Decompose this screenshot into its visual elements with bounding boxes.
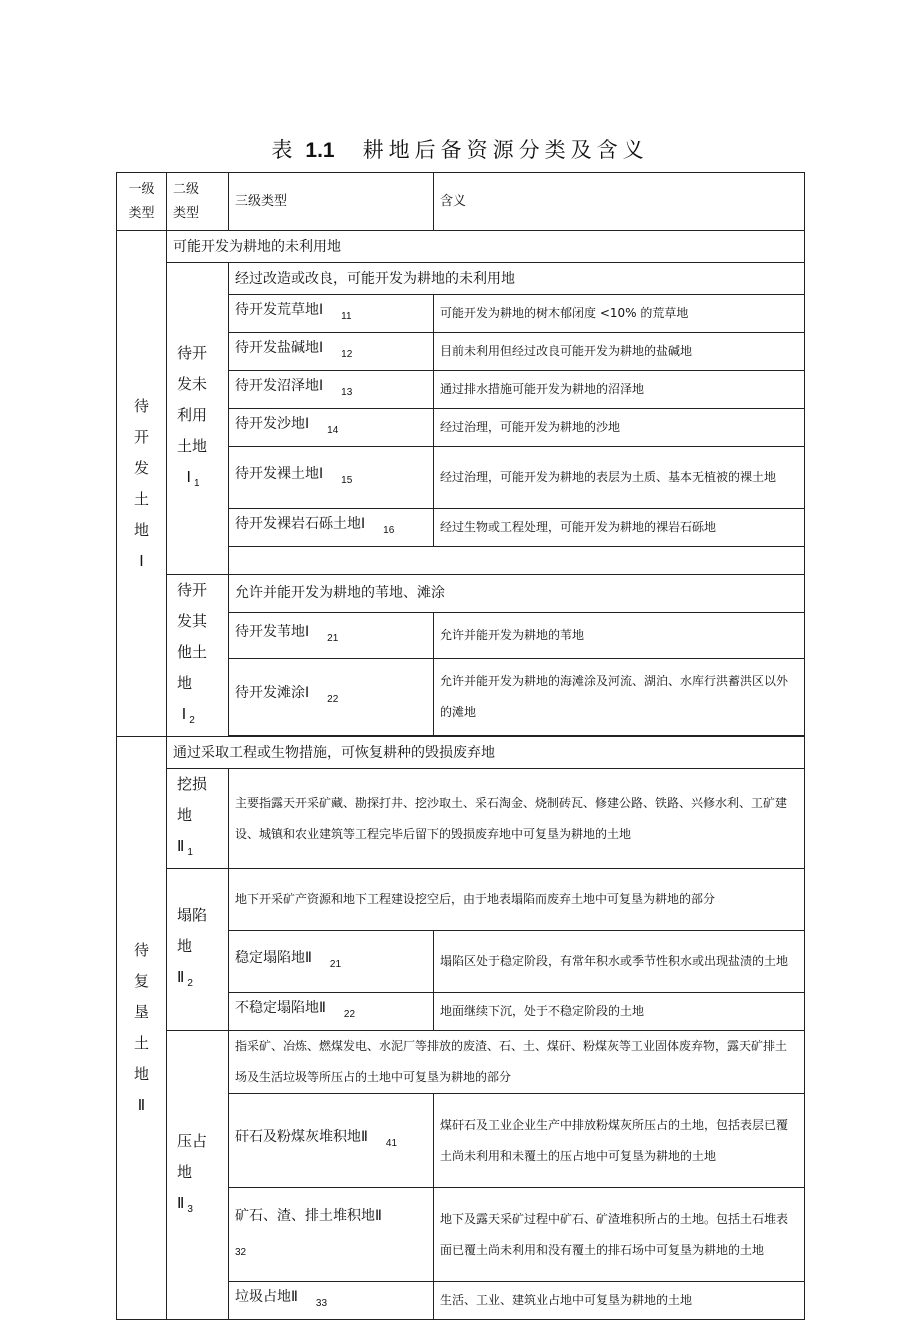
level1-cell-I: 待开发土地 Ⅰ — [117, 231, 167, 737]
level1-I-desc: 可能开发为耕地的未利用地 — [167, 231, 805, 263]
I2-desc: 允许并能开发为耕地的苇地、滩涂 — [229, 575, 805, 613]
type-meaning: 生活、工业、建筑业占地中可复垦为耕地的土地 — [434, 1282, 805, 1320]
title-number: 1.1 — [305, 139, 335, 162]
II2-desc: 地下开采矿产资源和地下工程建设挖空后，由于地表塌陷而废弃土地中可复垦为耕地的部分 — [229, 869, 805, 931]
type-name: 待开发苇地Ⅰ $_{21}$ — [229, 612, 434, 658]
type-meaning: 地下及露天采矿过程中矿石、矿渣堆积所占的土地。包括土石堆表面已覆土尚未利用和没有覆土的排石场中可复垦为耕地的土地 — [434, 1188, 805, 1282]
table-row — [117, 231, 805, 263]
II3-desc: 指采矿、冶炼、燃煤发电、水泥厂等排放的废渣、石、土、煤矸、粉煤灰等工业固体废弃物，露天矿排土场及生活垃圾等所压占的土地中可复垦为耕地的部分 — [229, 1031, 805, 1094]
type-meaning: 允许并能开发为耕地的苇地 — [434, 612, 805, 658]
II1-desc: 主要指露天开采矿藏、勘探打井、挖沙取土、采石淘金、烧制砖瓦、修建公路、铁路、兴修水利、工矿建设、城镇和农业建筑等工程完毕后留下的毁损废弃地中可复垦为耕地的土地 — [229, 769, 805, 869]
header-level3: 三级类型 — [229, 173, 434, 231]
type-name: 待开发裸岩石砾土地Ⅰ $_{16}$ — [229, 509, 434, 547]
level2-cell-II3: 压占地Ⅱ $_3$ — [167, 1031, 229, 1320]
type-name: 待开发滩涂Ⅰ $_{22}$ — [229, 659, 434, 736]
type-name: 稳定塌陷地Ⅱ $_{21}$ — [229, 931, 434, 993]
table-title — [0, 134, 920, 164]
classification-table — [116, 172, 805, 1320]
header-level2: 二级类型 — [167, 173, 229, 231]
header-row — [117, 173, 805, 231]
table-row — [117, 575, 805, 613]
type-name: 待开发荒草地Ⅰ $_{11}$ — [229, 295, 434, 333]
level2-cell-I1: 待开发未利用土地 Ⅰ $_1$ — [167, 263, 229, 575]
type-meaning: 地面继续下沉，处于不稳定阶段的土地 — [434, 993, 805, 1031]
type-meaning: 煤矸石及工业企业生产中排放粉煤灰所压占的土地，包括表层已覆土尚未利用和未覆土的压占地中可复垦为耕地的土地 — [434, 1094, 805, 1188]
type-name: 矸石及粉煤灰堆积地Ⅱ $_{41}$ — [229, 1094, 434, 1188]
header-level1: 一级类型 — [117, 173, 167, 231]
type-meaning: 允许并能开发为耕地的海滩涂及河流、湖泊、水库行洪蓄洪区以外的滩地 — [434, 659, 805, 736]
header-meaning: 含义 — [434, 173, 805, 231]
type-name: 不稳定塌陷地Ⅱ $_{22}$ — [229, 993, 434, 1031]
table-row — [117, 263, 805, 295]
table-row — [117, 869, 805, 931]
spacer — [229, 547, 805, 575]
type-meaning: 经过治理，可能开发为耕地的表层为土质、基本无植被的裸土地 — [434, 447, 805, 509]
level1-II-desc: 通过采取工程或生物措施，可恢复耕种的毁损废弃地 — [167, 737, 805, 769]
table-row — [117, 737, 805, 769]
level2-cell-I2: 待开发其他土地 Ⅰ $_2$ — [167, 575, 229, 737]
level1-cell-II: 待复垦土地 Ⅱ — [117, 737, 167, 1320]
type-meaning: 可能开发为耕地的树木郁闭度 <10% 的荒草地 — [434, 295, 805, 333]
type-meaning: 目前未利用但经过改良可能开发为耕地的盐碱地 — [434, 333, 805, 371]
table-row — [117, 1031, 805, 1094]
type-name: 垃圾占地Ⅱ $_{33}$ — [229, 1282, 434, 1320]
level2-cell-II1: 挖损地Ⅱ $_1$ — [167, 769, 229, 869]
I1-desc: 经过改造或改良，可能开发为耕地的未利用地 — [229, 263, 805, 295]
type-name: 矿石、渣、排土堆积地Ⅱ $_{32}$ — [229, 1188, 434, 1282]
type-meaning: 塌陷区处于稳定阶段，有常年积水或季节性积水或出现盐渍的土地 — [434, 931, 805, 993]
type-name: 待开发沼泽地Ⅰ $_{13}$ — [229, 371, 434, 409]
type-name: 待开发盐碱地Ⅰ $_{12}$ — [229, 333, 434, 371]
level2-cell-II2: 塌陷地Ⅱ $_2$ — [167, 869, 229, 1031]
table-row — [117, 769, 805, 869]
type-name: 待开发裸土地Ⅰ $_{15}$ — [229, 447, 434, 509]
type-meaning: 经过治理，可能开发为耕地的沙地 — [434, 409, 805, 447]
title-prefix: 表 — [271, 138, 298, 162]
title-text: 耕地后备资源分类及含义 — [362, 138, 649, 162]
type-meaning: 通过排水措施可能开发为耕地的沼泽地 — [434, 371, 805, 409]
type-meaning: 经过生物或工程处理，可能开发为耕地的裸岩石砾地 — [434, 509, 805, 547]
type-name: 待开发沙地Ⅰ $_{14}$ — [229, 409, 434, 447]
